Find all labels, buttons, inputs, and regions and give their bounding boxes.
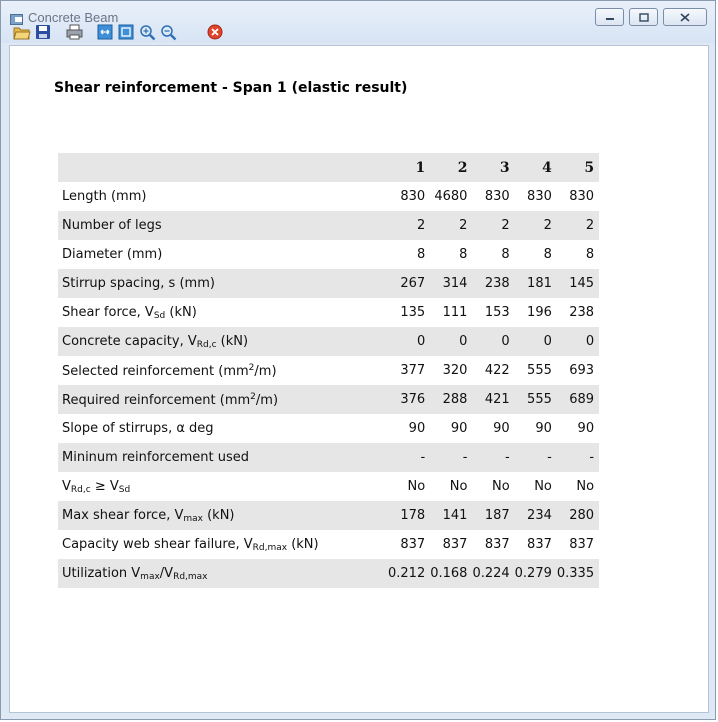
row-label-part: 2 (248, 362, 255, 373)
value-cell: 0.224 (472, 559, 514, 588)
value-cell: No (449, 479, 468, 494)
value-cell: No (491, 479, 510, 494)
value-cell: 830 (569, 189, 595, 204)
table-row (58, 298, 599, 327)
table-row (58, 530, 599, 559)
open-folder-icon (13, 24, 31, 40)
column-header: 1 (388, 153, 430, 182)
table-row (58, 327, 599, 356)
row-label-part: ≥ V (90, 478, 119, 494)
table-row (58, 501, 599, 530)
value-cell: No (534, 479, 552, 494)
value-cell: 288 (430, 385, 472, 414)
value-cell: 90 (408, 421, 426, 436)
value-cell: 145 (557, 269, 599, 298)
value-cell: 238 (472, 269, 514, 298)
value-cell: 837 (569, 537, 595, 552)
row-label-part: (kN) (165, 304, 197, 320)
zoom-out-icon (160, 24, 177, 41)
value-cell: 0.212 (388, 559, 430, 588)
value-cell: 830 (400, 189, 426, 204)
save-icon (35, 24, 51, 40)
value-cell: 0 (430, 327, 472, 356)
value-cell: 837 (527, 537, 552, 552)
table-row (58, 356, 599, 385)
value-cell: 8 (416, 247, 426, 262)
value-cell: 555 (527, 363, 552, 378)
row-label (58, 414, 388, 443)
value-cell: 0.168 (430, 559, 472, 588)
row-label-part: Shear force, V (62, 304, 154, 320)
value-cell: 422 (484, 363, 510, 378)
value-cell: 320 (442, 363, 468, 378)
value-cell: 0 (388, 327, 430, 356)
value-cell: - (515, 443, 557, 472)
exit-button[interactable] (206, 23, 224, 41)
row-label (58, 443, 388, 472)
value-cell: 0.335 (557, 559, 599, 588)
window-controls (595, 8, 707, 26)
row-label-part: Diameter (mm) (62, 247, 163, 262)
row-label-part: Mininum reinforcement used (62, 450, 249, 465)
row-label (58, 356, 388, 385)
row-label (58, 240, 388, 269)
value-cell: 0.279 (515, 559, 557, 588)
table-row (58, 182, 599, 211)
row-label-part: Slope of stirrups, α deg (62, 421, 214, 436)
value-cell: 2 (515, 211, 557, 240)
value-cell: 830 (484, 189, 510, 204)
value-cell: 830 (527, 189, 552, 204)
zoom-in-button[interactable] (138, 23, 156, 41)
value-cell: 141 (430, 501, 472, 530)
row-label (58, 327, 388, 356)
row-label (58, 530, 388, 559)
value-cell: No (576, 479, 595, 494)
value-cell: 234 (515, 501, 557, 530)
value-cell: 280 (557, 501, 599, 530)
value-cell: 837 (484, 537, 510, 552)
table-row (58, 559, 599, 588)
row-label-part: (kN) (287, 536, 319, 552)
print-icon (66, 24, 83, 40)
close-button[interactable] (663, 8, 707, 26)
value-cell: 267 (388, 269, 430, 298)
value-cell: No (407, 479, 426, 494)
row-label (58, 472, 388, 501)
value-cell: 90 (493, 421, 510, 436)
row-label-part: /m) (255, 392, 279, 408)
table-row (58, 472, 599, 501)
value-cell: 135 (400, 305, 426, 320)
fit-width-icon (97, 24, 113, 40)
value-cell: 0 (515, 327, 557, 356)
row-label-part: Stirrup spacing, s (mm) (62, 276, 215, 291)
value-cell: 421 (472, 385, 514, 414)
toolbar (1, 21, 227, 43)
row-label (58, 269, 388, 298)
value-cell: - (472, 443, 514, 472)
table-row (58, 443, 599, 472)
row-label-part: Concrete capacity, V (62, 333, 197, 349)
value-cell: - (430, 443, 472, 472)
value-cell: 90 (577, 421, 595, 436)
value-cell: - (388, 443, 430, 472)
close-icon (680, 13, 690, 22)
maximize-icon (639, 13, 649, 22)
column-header: 4 (515, 153, 557, 182)
value-cell: 837 (400, 537, 426, 552)
fit-page-icon (118, 24, 134, 40)
row-label (58, 298, 388, 327)
zoom-in-icon (139, 24, 156, 41)
row-label-part: /m) (254, 363, 277, 379)
row-label-part: Capacity web shear failure, V (62, 536, 253, 552)
row-label-part: max (140, 571, 160, 582)
row-label-part: Selected reinforcement (mm (62, 363, 249, 379)
value-cell: 314 (430, 269, 472, 298)
value-cell: 0 (557, 327, 599, 356)
value-cell: 2 (472, 211, 514, 240)
row-label-part: Rd,max (252, 542, 288, 553)
row-label-part: Length (mm) (62, 189, 147, 204)
row-label-part: V (62, 478, 71, 494)
value-cell: 8 (585, 247, 595, 262)
value-cell: 178 (388, 501, 430, 530)
maximize-button[interactable] (629, 8, 658, 26)
value-cell: - (557, 443, 599, 472)
row-label (58, 182, 388, 211)
value-cell: 0 (472, 327, 514, 356)
value-cell: 187 (472, 501, 514, 530)
value-cell: 90 (535, 421, 552, 436)
row-label-part: Required reinforcement (mm (62, 392, 251, 408)
window-title: Concrete Beam (28, 10, 119, 25)
row-label-part: Rd,c (196, 339, 217, 350)
column-header: 5 (557, 153, 599, 182)
table-row (58, 385, 599, 414)
save-button[interactable] (34, 23, 52, 41)
report-heading: Shear reinforcement - Span 1 (elastic result) (54, 80, 408, 96)
value-cell: 8 (543, 247, 552, 262)
zoom-out-button[interactable] (159, 23, 177, 41)
row-label (58, 385, 388, 414)
value-cell: 2 (388, 211, 430, 240)
column-header: 3 (472, 153, 514, 182)
row-label-part: (kN) (202, 507, 235, 523)
column-header: 2 (430, 153, 472, 182)
header-label-cell (58, 153, 388, 182)
value-cell: 4680 (434, 189, 468, 204)
minimize-icon (605, 13, 615, 21)
value-cell: 238 (569, 305, 595, 320)
row-label-part: Sd (153, 310, 166, 321)
value-cell: 2 (430, 211, 472, 240)
value-cell: 689 (557, 385, 599, 414)
close-red-icon (207, 24, 223, 40)
row-label-part: (kN) (216, 333, 249, 349)
value-cell: 555 (515, 385, 557, 414)
value-cell: 181 (515, 269, 557, 298)
value-cell: 693 (569, 363, 595, 378)
row-label-part: Utilization V (62, 565, 141, 581)
table-row (58, 269, 599, 298)
row-label-part: Number of legs (62, 218, 162, 233)
fit-width-button[interactable] (96, 23, 114, 41)
table-row (58, 414, 599, 443)
value-cell: 2 (557, 211, 599, 240)
row-label-part: /V (159, 565, 174, 581)
table-row (58, 211, 599, 240)
row-label-part: Rd,max (173, 571, 208, 582)
value-cell: 377 (400, 363, 426, 378)
open-button[interactable] (13, 23, 31, 41)
row-label (58, 211, 388, 240)
value-cell: 8 (459, 247, 468, 262)
value-cell: 153 (484, 305, 510, 320)
value-cell: 837 (442, 537, 468, 552)
shear-reinforcement-table (58, 153, 599, 588)
value-cell: 111 (442, 305, 468, 320)
fit-page-button[interactable] (117, 23, 135, 41)
table-row (58, 240, 599, 269)
row-label (58, 501, 388, 530)
value-cell: 376 (388, 385, 430, 414)
table-header-row (58, 153, 599, 182)
print-button[interactable] (65, 23, 83, 41)
value-cell: 8 (501, 247, 510, 262)
row-label-part: Rd,c (70, 484, 91, 495)
row-label-part: Max shear force, V (62, 507, 184, 523)
row-label (58, 559, 388, 588)
row-label-part: 2 (250, 391, 256, 402)
minimize-button[interactable] (595, 8, 624, 26)
row-label-part: max (183, 513, 203, 524)
value-cell: 90 (450, 421, 468, 436)
row-label-part: Sd (118, 484, 131, 495)
value-cell: 196 (527, 305, 552, 320)
